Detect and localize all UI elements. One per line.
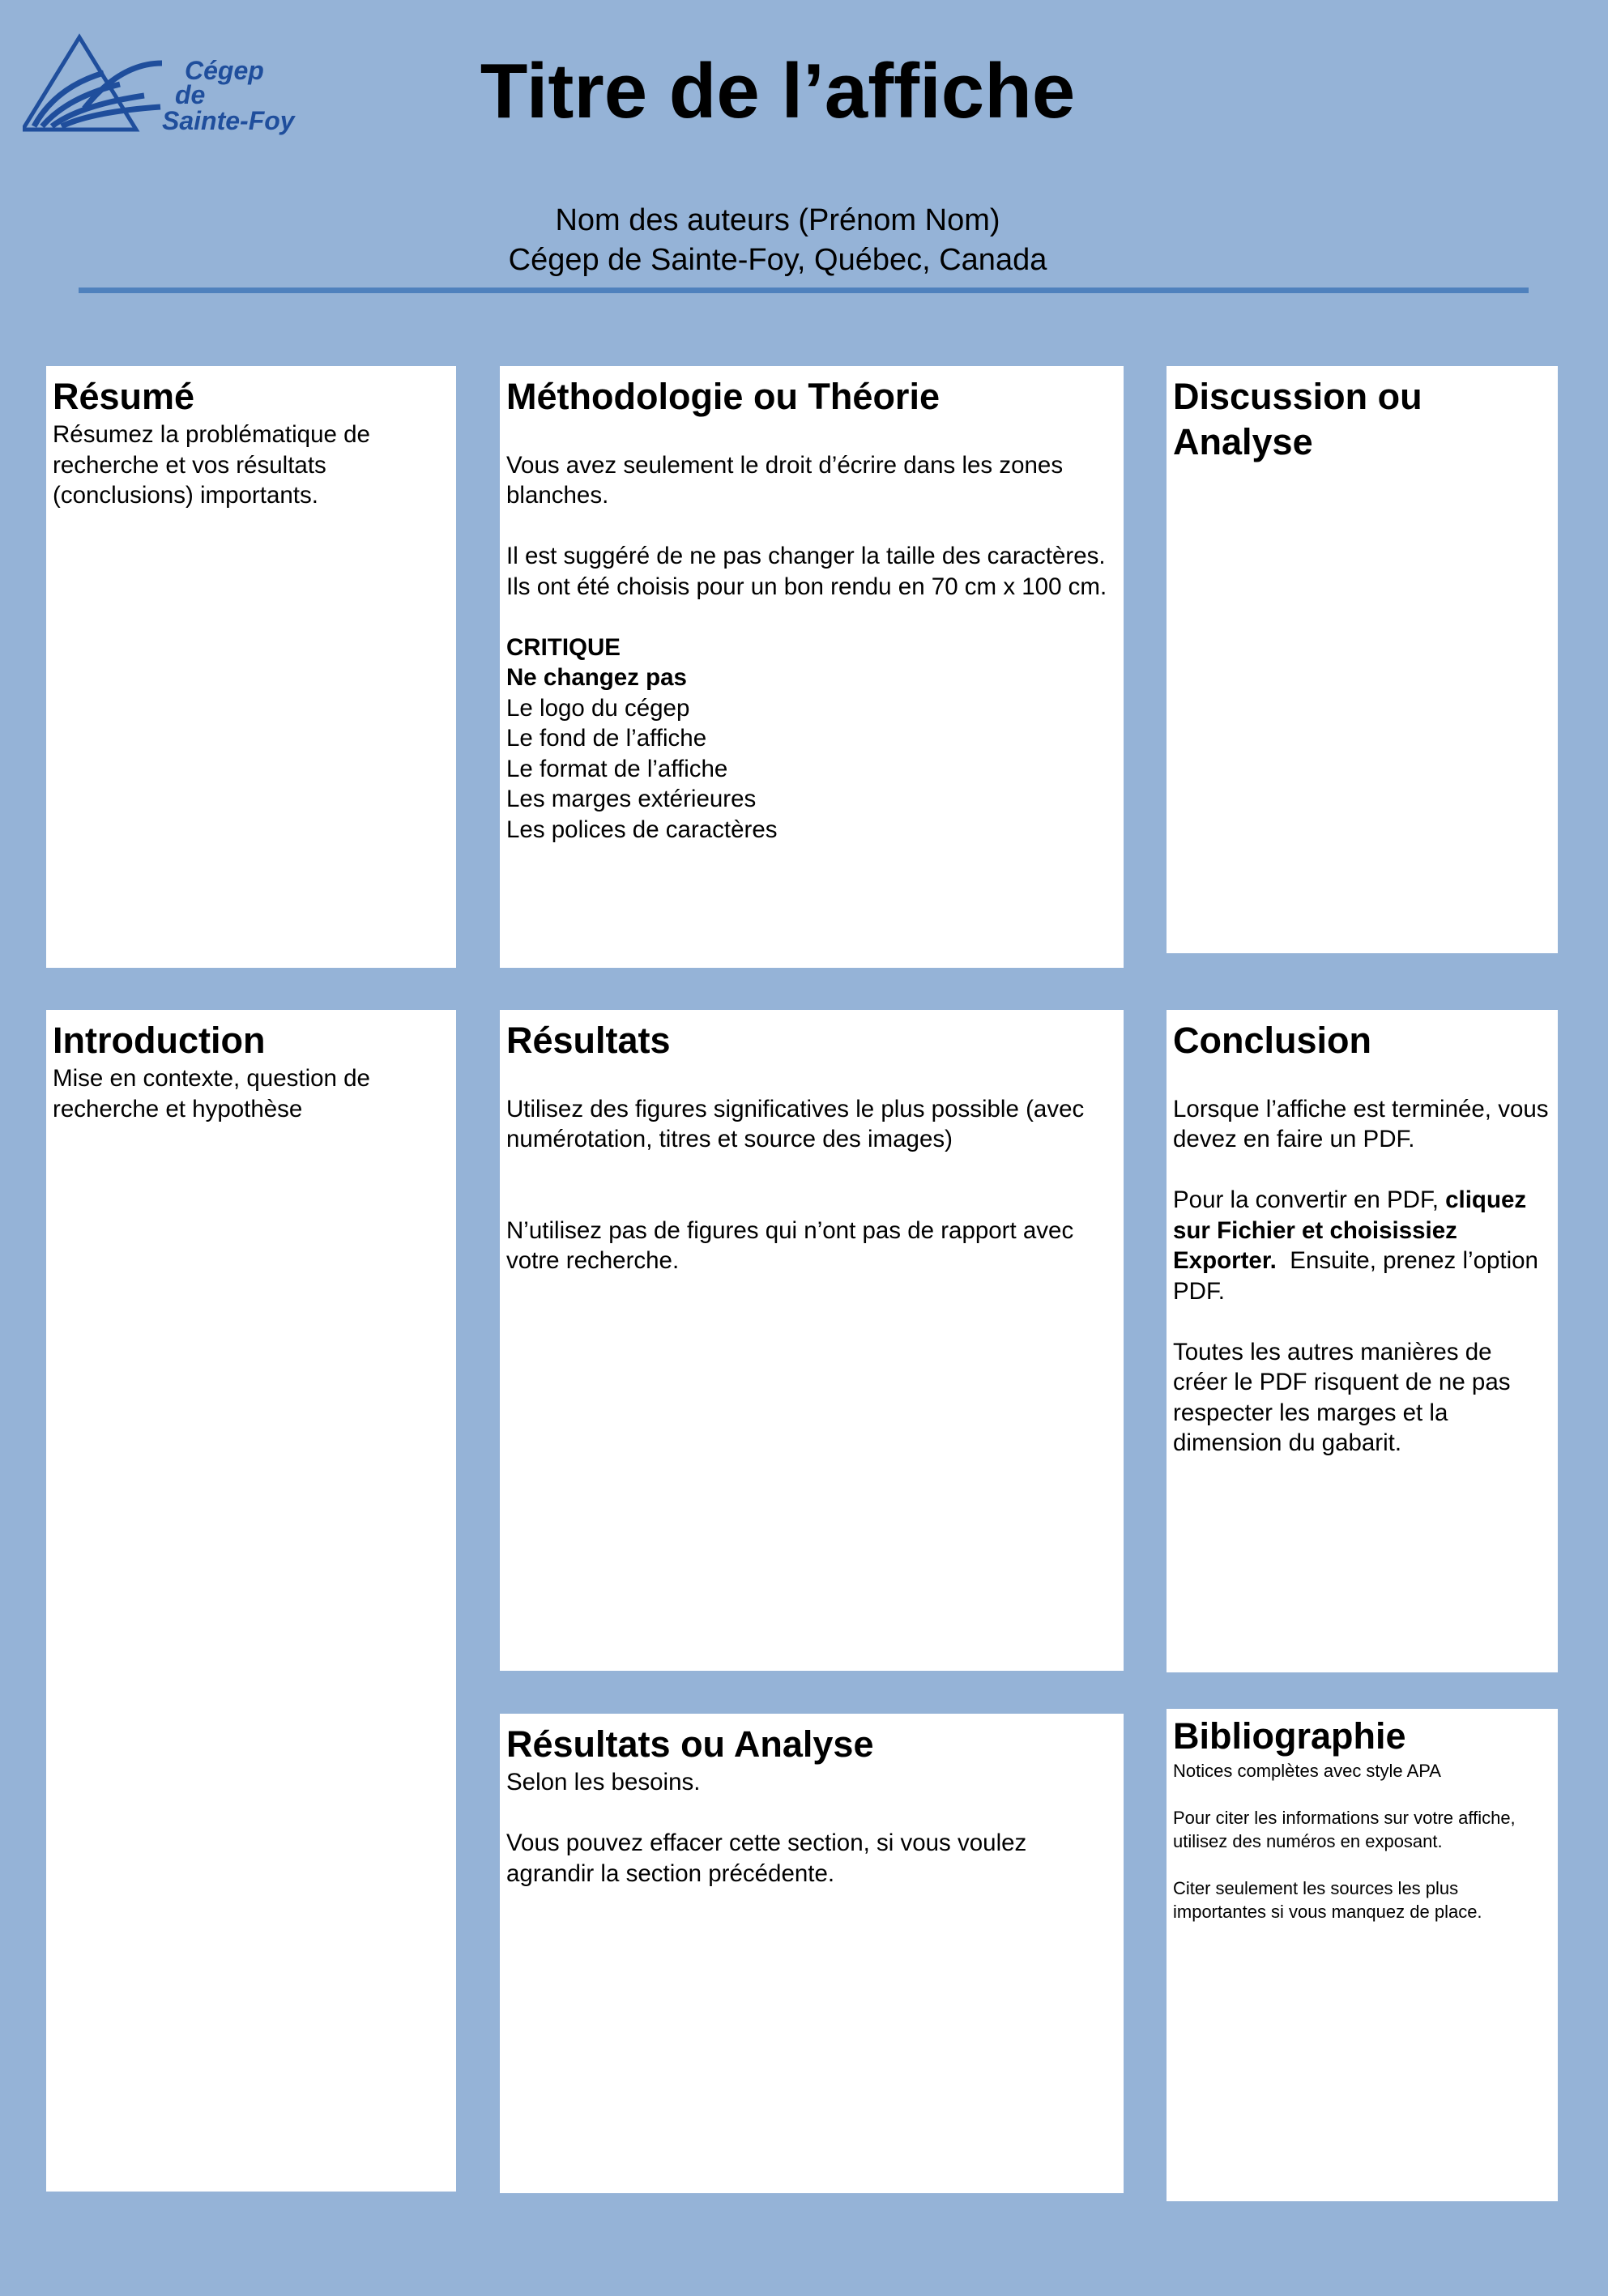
panel-resultats-analyse-heading: Résultats ou Analyse bbox=[506, 1723, 874, 1765]
logo-line-2: de bbox=[175, 80, 206, 109]
resultats-p1: Utilisez des figures significatives le plus possible (avec numérotation, titres et source des images) bbox=[506, 1095, 1085, 1152]
panel-introduction bbox=[46, 1010, 456, 2192]
methodologie-critique: CRITIQUE bbox=[506, 633, 621, 661]
methodologie-item: Le fond de l’affiche bbox=[506, 725, 707, 752]
header-divider bbox=[79, 288, 1529, 293]
poster-title: Titre de l’affiche bbox=[480, 48, 1076, 134]
panel-discussion-heading: Discussion ou Analyse bbox=[1173, 376, 1422, 462]
methodologie-item: Le logo du cégep bbox=[506, 694, 690, 722]
panel-bibliographie bbox=[1167, 1709, 1558, 2201]
methodologie-ne-changez: Ne changez pas bbox=[506, 664, 687, 691]
panel-introduction-text: Mise en contexte, question de recherche et hypothèse bbox=[53, 1065, 370, 1122]
panel-resume-text: Résumez la problématique de recherche et vos résultats (conclusions) importants. bbox=[53, 421, 370, 509]
cegep-logo-mark bbox=[23, 31, 302, 144]
conclusion-p2-a: Pour la convertir en PDF, bbox=[1173, 1186, 1439, 1213]
resultats-analyse-p1: Selon les besoins. bbox=[506, 1769, 701, 1795]
conclusion-p1: Lorsque l’affiche est terminée, vous devez en faire un PDF. bbox=[1173, 1095, 1549, 1152]
panel-resume-heading: Résumé bbox=[53, 376, 195, 417]
cegep-logo bbox=[23, 31, 302, 144]
methodologie-item: Les polices de caractères bbox=[506, 816, 778, 843]
authors-names: Nom des auteurs (Prénom Nom) bbox=[555, 203, 1000, 237]
resultats-analyse-p2: Vous pouvez effacer cette section, si vous voulez agrandir la section précédente. bbox=[506, 1830, 1027, 1887]
panel-discussion bbox=[1167, 366, 1558, 953]
panel-bibliographie-heading: Bibliographie bbox=[1173, 1715, 1406, 1757]
methodologie-p1: Vous avez seulement le droit d’écrire dans les zones blanches. bbox=[506, 451, 1064, 509]
logo-line-3: Sainte-Foy bbox=[162, 106, 295, 135]
methodologie-item: Les marges extérieures bbox=[506, 786, 757, 812]
authors-institution: Cégep de Sainte-Foy, Québec, Canada bbox=[508, 243, 1047, 277]
conclusion-p2 bbox=[1173, 1185, 1550, 1306]
panel-introduction-heading: Introduction bbox=[53, 1020, 266, 1061]
panel-conclusion bbox=[1167, 1010, 1558, 1672]
authors-block bbox=[292, 201, 1264, 280]
panel-resume bbox=[46, 366, 456, 968]
panel-resultats-analyse bbox=[500, 1714, 1124, 2193]
bibliographie-p1: Notices complètes avec style APA bbox=[1173, 1761, 1441, 1781]
conclusion-p3: Toutes les autres manières de créer le PDF risquent de ne pas respecter les marges et la dimension du gabarit. bbox=[1173, 1338, 1511, 1456]
methodologie-p2: Il est suggéré de ne pas changer la taille des caractères. Ils ont été choisis pour un bon rendu en 70 cm x 100 cm. bbox=[506, 543, 1107, 600]
resultats-p2: N’utilisez pas de figures qui n’ont pas de rapport avec votre recherche. bbox=[506, 1216, 1074, 1274]
panel-resultats-heading: Résultats bbox=[506, 1020, 671, 1061]
logo-line-1: Cégep bbox=[185, 56, 264, 85]
methodologie-item: Le format de l’affiche bbox=[506, 755, 728, 782]
panel-methodologie-heading: Méthodologie ou Théorie bbox=[506, 376, 940, 417]
conclusion-p2-bold: cliquez sur Fichier et choisissiez Exporter. bbox=[1173, 1186, 1527, 1274]
conclusion-p2-b: Ensuite, prenez l’option PDF. bbox=[1173, 1247, 1538, 1305]
panel-methodologie bbox=[500, 366, 1124, 968]
panel-resultats bbox=[500, 1010, 1124, 1671]
bibliographie-p3: Citer seulement les sources les plus importantes si vous manquez de place. bbox=[1173, 1878, 1482, 1922]
panel-conclusion-heading: Conclusion bbox=[1173, 1020, 1371, 1061]
bibliographie-p2: Pour citer les informations sur votre affiche, utilisez des numéros en exposant. bbox=[1173, 1808, 1516, 1851]
